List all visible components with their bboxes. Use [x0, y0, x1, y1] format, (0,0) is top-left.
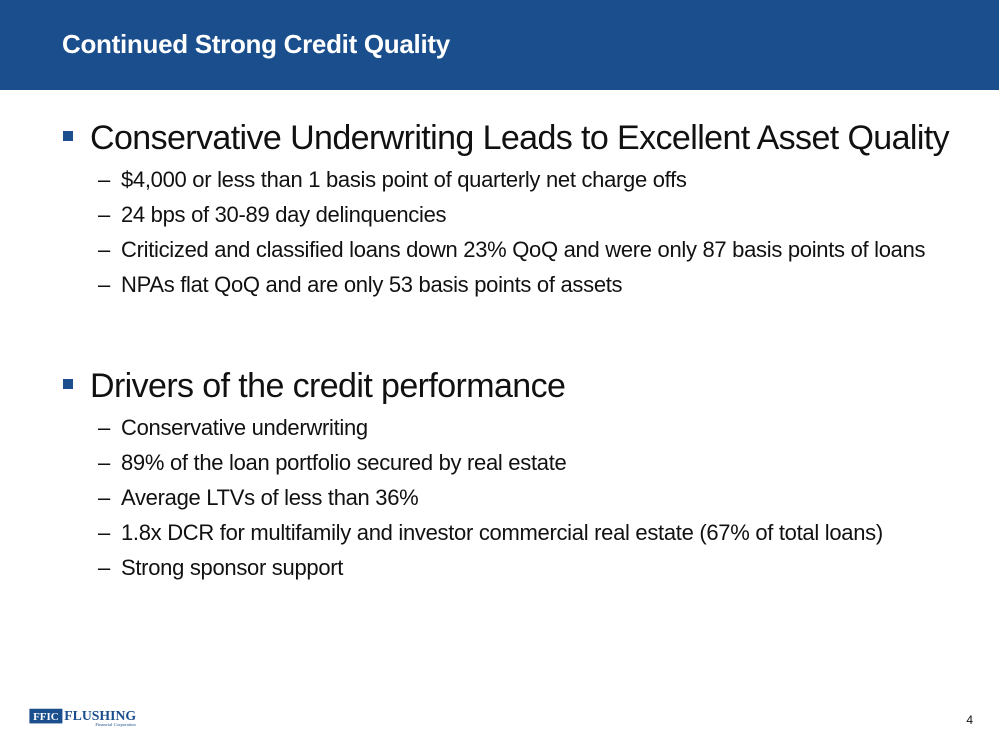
square-bullet-icon: [63, 131, 73, 141]
dash-bullet-icon: –: [98, 450, 110, 475]
list-item-text: Average LTVs of less than 36%: [121, 485, 419, 510]
sub-list: [62, 166, 962, 298]
logo-sub-text: Financial Corporation: [95, 722, 136, 728]
list-item-text: NPAs flat QoQ and are only 53 basis points of assets: [121, 272, 623, 297]
page-number: 4: [966, 713, 973, 727]
sub-list: [62, 414, 962, 581]
section-heading-text: Conservative Underwriting Leads to Excellent Asset Quality: [90, 119, 950, 157]
list-item-text: Criticized and classified loans down 23% QoQ and were only 87 basis points of loans: [121, 237, 926, 262]
dash-bullet-icon: –: [98, 167, 110, 192]
dash-bullet-icon: –: [98, 415, 110, 440]
section-heading: [62, 118, 962, 158]
dash-bullet-icon: –: [98, 202, 110, 227]
list-item: [62, 484, 941, 511]
dash-bullet-icon: –: [98, 555, 110, 580]
list-item-text: Conservative underwriting: [121, 415, 368, 440]
list-item: [62, 236, 941, 263]
list-item-text: Strong sponsor support: [121, 555, 344, 580]
list-item: [62, 519, 941, 546]
list-item: [62, 166, 941, 193]
list-item: [62, 554, 941, 581]
list-item-text: 89% of the loan portfolio secured by real estate: [121, 450, 567, 475]
section-heading-text: Drivers of the credit performance: [90, 367, 566, 405]
list-item: [62, 414, 941, 441]
list-item-text: 24 bps of 30-89 day delinquencies: [121, 202, 447, 227]
dash-bullet-icon: –: [98, 237, 110, 262]
list-item-text: 1.8x DCR for multifamily and investor commercial real estate (67% of total loans): [121, 520, 883, 545]
dash-bullet-icon: –: [98, 485, 110, 510]
logo-mark-text: FFIC: [33, 711, 59, 724]
square-bullet-icon: [63, 379, 73, 389]
slide-title: Continued Strong Credit Quality: [62, 29, 450, 59]
section-drivers: [62, 366, 962, 581]
list-item: [62, 201, 941, 228]
section-underwriting: [62, 118, 962, 298]
list-item: [62, 271, 941, 298]
title-bar: [0, 0, 999, 90]
list-item-text: $4,000 or less than 1 basis point of quarterly net charge offs: [121, 167, 687, 192]
logo-name-text: FLUSHING: [64, 707, 137, 723]
section-heading: [62, 366, 962, 406]
dash-bullet-icon: –: [98, 520, 110, 545]
list-item: [62, 449, 941, 476]
dash-bullet-icon: –: [98, 272, 110, 297]
flushing-logo: [24, 706, 154, 728]
